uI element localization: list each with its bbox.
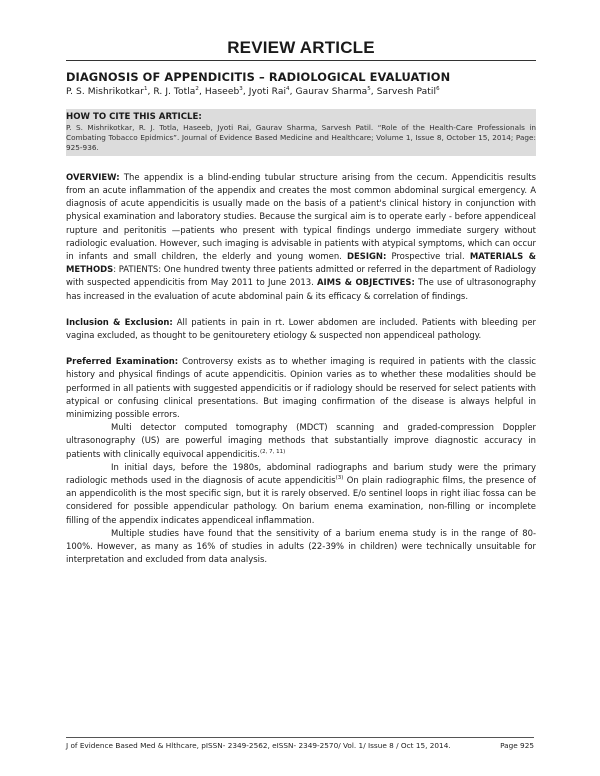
header-rule xyxy=(66,60,536,61)
footer-rule xyxy=(66,737,534,738)
barium-paragraph xyxy=(66,527,536,567)
section-label: REVIEW ARTICLE xyxy=(227,38,375,57)
barium-text: Multiple studies have found that the sensitivity of a barium enema study is in the range of 80-100%. However, as many as 16% of studies in adults (22-39% in children) were technically unsuitable for interpretation and excluded from data analysis. xyxy=(66,527,536,565)
preferred-label: Preferred Examination: xyxy=(66,356,179,367)
inclusion-text: All patients in pain in rt. Lower abdomen are included. Patients with bleeding per vagina excluded, as thought to be genitouretery etiology & suspected non appendiceal pathology. xyxy=(66,316,536,340)
inclusion-label: Inclusion & Exclusion: xyxy=(66,316,173,327)
page-footer xyxy=(66,741,534,750)
citation-heading: HOW TO CITE THIS ARTICLE: xyxy=(66,112,202,123)
author-list: P. S. Mishrikotkar$^1$, R. J. Totla$^2$, Haseeb$^3$, Jyoti Rai$^4$, Gaurav Sharma$^5$, Sarvesh Patil$^6$ xyxy=(66,86,440,98)
author-name: Sarvesh Patil xyxy=(376,87,437,98)
mdct-text: Multi detector computed tomography (MDCT) scanning and graded-compression Doppler ultrasonography (US) are powerful imaging methods that substantially improve diagnostic accuracy in patients with clinically equivocal appendicitis. xyxy=(66,422,536,459)
history-paragraph xyxy=(66,461,536,527)
author-affiliation: 6 xyxy=(436,86,440,92)
citation-text: P. S. Mishrikotkar, R. J. Totla, Haseeb, Jyoti Rai, Gaurav Sharma, Sarvesh Patil. “Role of the Health-Care Professionals in Combating Tobacco Epidmics”. Journal of Evidence Based Medicine and Healthcare; Volume 1, Issue 8, October 15, 2014; Page: 925-936. xyxy=(66,123,536,152)
history-text-a: In initial days, before the 1980s, abdominal radiographs and barium study were the primary radiologic methods used in the diagnosis of acute appendicitis xyxy=(66,461,536,486)
author-affiliation: 3 xyxy=(239,86,243,92)
article-title: DIAGNOSIS OF APPENDICITIS – RADIOLOGICAL EVALUATION xyxy=(66,70,451,84)
author-name: P. S. Mishrikotkar xyxy=(66,87,144,98)
overview-paragraph xyxy=(66,171,536,303)
page-content xyxy=(66,38,536,566)
author-affiliation: 4 xyxy=(286,86,290,92)
aims-label: AIMS & OBJECTIVES: xyxy=(317,277,415,288)
author-name: Haseeb xyxy=(204,87,240,98)
citation-box xyxy=(66,109,536,156)
history-text-b: On plain radiographic films, the presence of an appendicolith is the most specific sign, but it is rarely observed. E/o sentinel loops in right iliac fossa can be considered for possible appendicular pathology. On barium enema examination, non-filling or incomplete filling of the appendix indicates appendiceal inflammation. xyxy=(66,475,536,525)
methods-label: MATERIALS & METHODS xyxy=(66,250,536,275)
citation-ref: (2, 7, 11) xyxy=(259,448,286,455)
author-affiliation: 2 xyxy=(195,86,199,92)
overview-text: The appendix is a blind-ending tubular structure arising from the cecum. Appendicitis results from an acute inflammation of the appendix and creates the most common abdominal surgical emergency. A diagnosis of acute appendicitis is usually made on the basis of a patient's clinical history in conjunction with physical examination and laboratory studies. Because the surgical aim is to operate early - before appendiceal rupture and peritonitis —patients who present with typical findings undergo immediate surgery without radiologic evaluation. However, such imaging is advisable in patients with atypical symptoms, which can occur in infants and small children, the elderly and young women. xyxy=(66,171,536,261)
author-affiliation: 5 xyxy=(367,86,371,92)
aims-text: The use of ultrasonography has increased in the evaluation of acute abdominal pain & its efficacy & correlation of findings. xyxy=(66,277,536,301)
methods-text: : PATIENTS: One hundred twenty three patients admitted or referred in the department of Radiology with suspected appendicitis from May 2011 to June 2013. xyxy=(66,264,536,288)
author-name: Gaurav Sharma xyxy=(295,87,368,98)
overview-label: OVERVIEW: xyxy=(66,171,120,182)
author-affiliation: 1 xyxy=(143,86,148,92)
preferred-text: Controversy exists as to whether imaging is required in patients with the classic history and physical findings of acute appendicitis. Opinion varies as to whether these modalities should be performed in all patients with suggested appendicitis or if radiology should be reserved for select patients with atypical or confusing clinical presentations. But imaging confirmation of the disease is always helpful in minimizing possible errors. xyxy=(66,356,536,419)
author-name: Jyoti Rai xyxy=(248,87,287,98)
design-text: Prospective trial. xyxy=(386,250,470,261)
mdct-paragraph xyxy=(66,421,536,461)
design-label: DESIGN: xyxy=(346,250,387,261)
inclusion-paragraph xyxy=(66,316,536,342)
footer-page-number: Page 925 xyxy=(500,741,534,750)
author-name: R. J. Totla xyxy=(153,87,196,98)
citation-ref: (3) xyxy=(335,475,344,482)
footer-journal: J of Evidence Based Med & Hlthcare, pISSN- 2349-2562, eISSN- 2349-2570/ Vol. 1/ Issue 8 / Oct 15, 2014. xyxy=(66,741,451,750)
preferred-paragraph xyxy=(66,355,536,421)
